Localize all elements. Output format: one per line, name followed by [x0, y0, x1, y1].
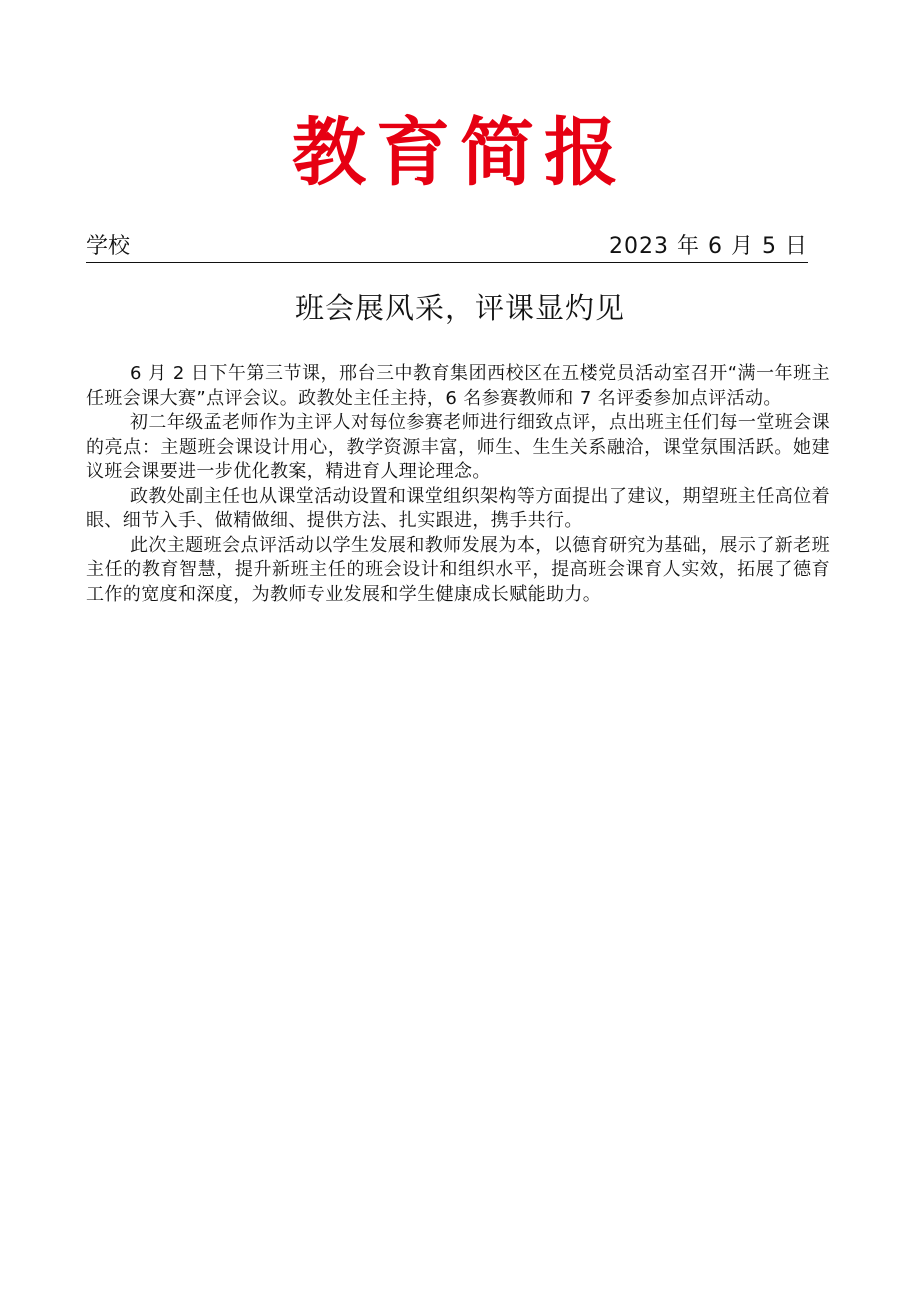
- article-paragraph: 此次主题班会点评活动以学生发展和教师发展为本，以德育研究为基础，展示了新老班主任的教育智慧，提升新班主任的班会设计和组织水平，提高班会课育人实效，拓展了德育工作的宽度和深度，为教师专业发展和学生健康成长赋能助力。: [86, 534, 830, 605]
- school-label: 学校: [86, 234, 131, 259]
- article-paragraph: 初二年级孟老师作为主评人对每位参赛老师进行细致点评，点出班主任们每一堂班会课的亮点：主题班会课设计用心，教学资源丰富，师生、生生关系融洽，课堂氛围活跃。她建议班会课要进一步优化教案，精进育人理论理念。: [86, 412, 830, 482]
- article-paragraph: 6 月 2 日下午第三节课，邢台三中教育集团西校区在五楼党员活动室召开“满一年班主任班会课大赛”点评会议。政教处主任主持，6 名参赛教师和 7 名评委参加点评活动。: [86, 363, 830, 409]
- article-paragraph: 政教处副主任也从课堂活动设置和课堂组织架构等方面提出了建议，期望班主任高位着眼、细节入手、做精做细、提供方法、扎实跟进，携手共行。: [86, 485, 830, 531]
- newsletter-masthead-title: 教育简报: [292, 110, 628, 196]
- issue-date: 2023 年 6 月 5 日: [609, 234, 808, 259]
- school-date-line: [86, 232, 808, 263]
- article-body: [86, 362, 830, 607]
- article-headline: 班会展风采，评课显灼见: [294, 291, 625, 325]
